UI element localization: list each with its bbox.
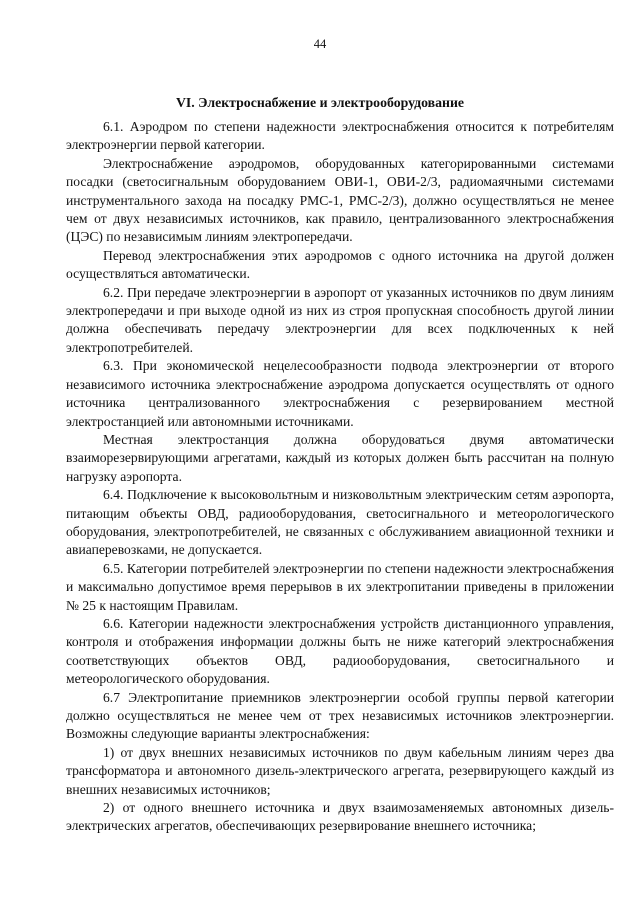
section-title: VI. Электроснабжение и электрооборудование (175, 95, 465, 110)
page-number: 44 (313, 37, 327, 51)
paragraph-local-power-station: Местная электростанция должна оборудоваться двумя автоматически взаиморезервирующими агрегатами, каждый из которых должен быть рассчитан на полную нагрузку аэропорта. (66, 431, 614, 484)
list-item-option-1: 1) от двух внешних независимых источников по двум кабельным линиям через два трансформатора и автономного дизель-электрического агрегата, резервирующего каждый из внешних независимых источников; (66, 744, 614, 797)
paragraph-6-7: 6.7 Электропитание приемников электроэнергии особой группы первой категории должно осуществляться не менее чем от трех независимых источников электроэнергии. Возможны следующие варианты электроснабжения: (66, 689, 614, 742)
paragraph-6-4: 6.4. Подключение к высоковольтным и низковольтным электрическим сетям аэропорта, питающим объекты ОВД, радиооборудования, светосигнального и метеорологического оборудования, электропотребителей, не связанных с обслуживанием авиационной техники и авиаперевозками, не допускается. (66, 487, 614, 558)
paragraph-6-6: 6.6. Категории надежности электроснабжения устройств дистанционного управления, контроля и отображения информации должны быть не ниже категорий электроснабжения соответствующих объектов ОВД, радиооборудования, светосигнального и метеорологического оборудования. (66, 615, 614, 687)
paragraph-6-3: 6.3. При экономической нецелесообразности подвода электроэнергии от второго независимого источника электроснабжение аэродрома допускается осуществлять от одного источника централизованного электроснабжения с резервированием местной электростанцией или автономными источниками. (66, 358, 614, 429)
paragraph-6-5: 6.5. Категории потребителей электроэнергии по степени надежности электроснабжения и максимально допустимое время перерывов в их электропитании приведены в приложении № 25 к настоящим Правилам. (66, 560, 614, 613)
paragraph-6-2: 6.2. При передаче электроэнергии в аэропорт от указанных источников по двум линиям электропередачи и при выходе одной из них из строя пропускная способность другой линии должна обеспечивать передачу электроэнергии для всех подключенных к ней электропотребителей. (66, 284, 614, 355)
paragraph-automatic-switchover: Перевод электроснабжения этих аэродромов с одного источника на другой должен осуществляться автоматически. (66, 247, 614, 282)
paragraph-power-supply-requirements: Электроснабжение аэродромов, оборудованных категорированными системами посадки (светосигнальным оборудованием ОВИ-1, ОВИ-2/3, радиомаячными системами инструментального захода на посадку РМС-1, РМС-2/3), должно осуществляться не менее чем от двух независимых источников, как правило, централизованного электроснабжения (ЦЭС) по независимым линиям электропередачи. (66, 155, 614, 245)
list-item-option-2: 2) от одного внешнего источника и двух взаимозаменяемых автономных дизель-электрических агрегатов, обеспечивающих резервирование внешнего источника; (66, 800, 614, 834)
paragraph-6-1: 6.1. Аэродром по степени надежности электроснабжения относится к потребителям электроэнергии первой категории. (66, 119, 614, 153)
section-body (66, 118, 614, 836)
